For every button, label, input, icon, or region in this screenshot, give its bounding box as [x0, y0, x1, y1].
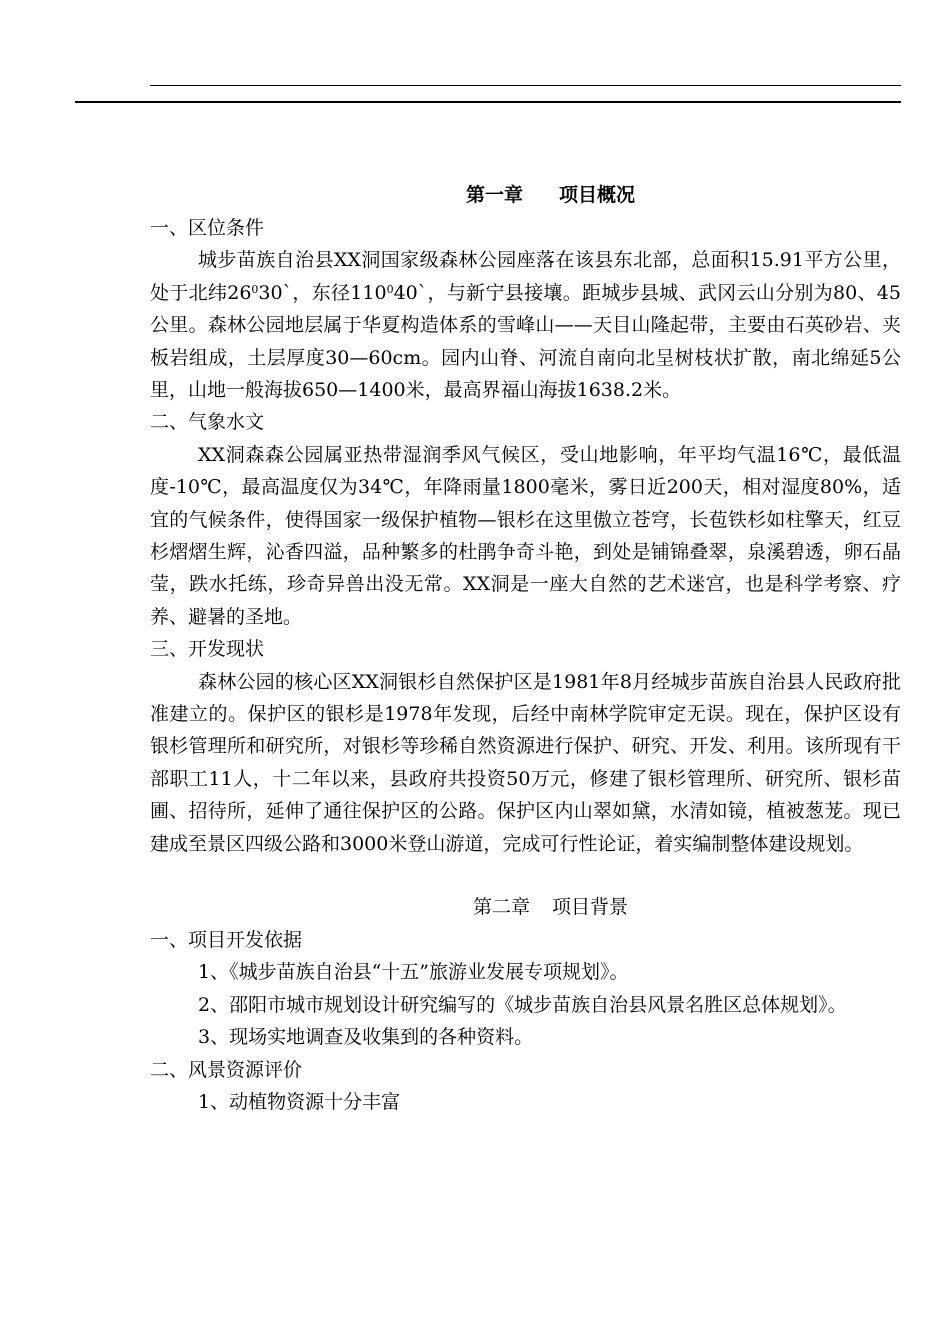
- list-item: 1、动植物资源十分丰富: [198, 1091, 401, 1114]
- list-item: 2、邵阳市城市规划设计研究编写的《城步苗族自治县风景名胜区总体规划》。: [198, 993, 847, 1016]
- chapter-1-title: 项目概况: [559, 184, 636, 206]
- section-heading-development: 三、开发现状: [150, 638, 265, 661]
- header-rule-thin: [150, 85, 901, 86]
- list-item: 1、《城步苗族自治县“十五”旅游业发展专项规划》。: [198, 961, 629, 984]
- section-heading-climate: 二、气象水文: [150, 411, 265, 434]
- paragraph-development: 森林公园的核心区XX洞银杉自然保护区是1981年8月经城步苗族自治县人民政府批准建立的。保护区的银杉是1978年发现，后经中南林学院审定无误。现在，保护区设有银杉管理所和研究所，对银杉等珍稀自然资源进行保护、研究、开发、利用。该所现有干部职工11人，十二年以来，县政府共投资50万元，修建了银杉管理所、研究所、银杉苗圃、招待所，延伸了通往保护区的公路。保护区内山翠如黛，水清如镜，植被葱茏。现已建成至景区四级公路和3000米登山游道，完成可行性论证，着实编制整体建设规划。: [150, 670, 901, 855]
- chapter-2-heading: [150, 890, 901, 924]
- section-heading-basis: 一、项目开发依据: [150, 929, 303, 952]
- section-heading-evaluation: 二、风景资源评价: [150, 1058, 303, 1081]
- header-rule-thick: [75, 101, 901, 103]
- paragraph-location: 城步苗族自治县XX洞国家级森林公园座落在该县东北部，总面积15.91平方公里，处于北纬$26^030`$，东径$110^040`$，与新宁县接壤。距城步县城、武冈云山分别为80、45公里。森林公园地层属于华夏构造体系的雪峰山——天目山隆起带，主要由石英砂岩、夹板岩组成，土层厚度30—60cm。园内山脊、河流自南向北呈树枝状扩散，南北绵延5公里，山地一般海拔650—1400米，最高界福山海拔1638.2米。: [150, 249, 901, 402]
- chapter-1-heading: [150, 178, 901, 212]
- section-heading-location: 一、区位条件: [150, 217, 265, 239]
- chapter-2-title: 项目背景: [552, 896, 629, 919]
- list-item: 3、现场实地调查及收集到的各种资料。: [198, 1026, 534, 1049]
- paragraph-climate: XX洞森森公园属亚热带湿润季风气候区，受山地影响，年平均气温16℃，最低温度-10℃，最高温度仅为34℃，年降雨量1800毫米，雾日近200天，相对湿度80%，适宜的气候条件，使得国家一级保护植物—银杉在这里傲立苍穹，长苞铁杉如柱擎天，红豆杉熠熠生辉，沁香四溢，品种繁多的杜鹃争奇斗艳，到处是铺锦叠翠，泉溪碧透，卵石晶莹，跌水托练，珍奇异兽出没无常。XX洞是一座大自然的艺术迷宫，也是科学考察、疗养、避暑的圣地。: [150, 443, 901, 628]
- chapter-1-number: 第一章: [465, 184, 523, 206]
- chapter-2-number: 第二章: [472, 896, 530, 919]
- document-body: [150, 178, 901, 1118]
